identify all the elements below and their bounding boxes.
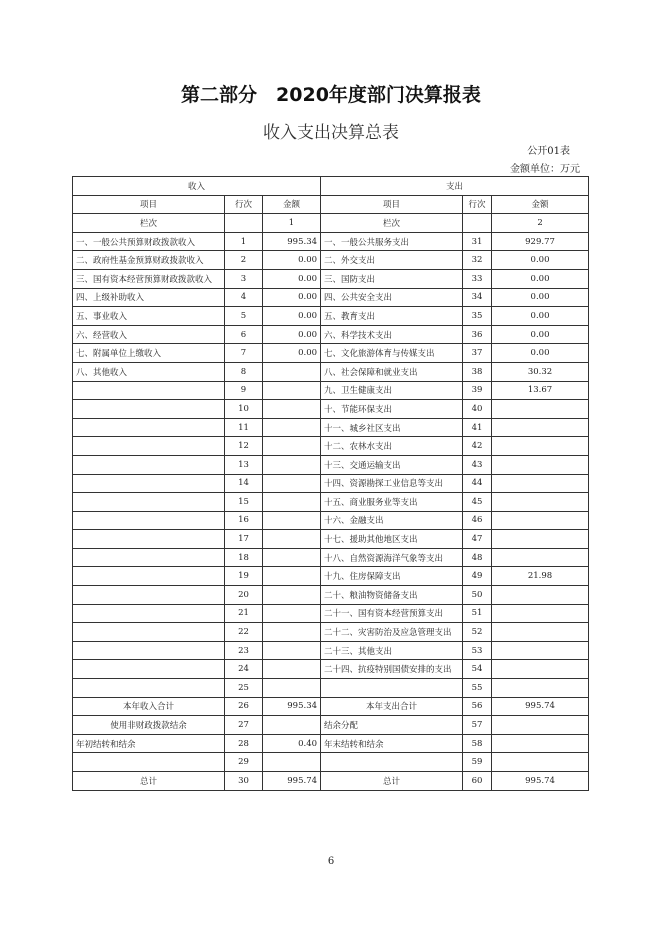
income-amount [263, 418, 321, 437]
income-line: 1 [225, 232, 263, 251]
table-row [73, 418, 589, 437]
expense-amount: 21.98 [492, 567, 589, 586]
table-row [73, 697, 589, 716]
income-line: 29 [225, 753, 263, 772]
income-item [73, 400, 225, 419]
income-item [73, 679, 225, 698]
income-amount [263, 548, 321, 567]
column-number: 2 [492, 214, 589, 233]
income-amount: 0.00 [263, 307, 321, 326]
income-item: 四、上级补助收入 [73, 288, 225, 307]
table-row [73, 753, 589, 772]
income-amount [263, 381, 321, 400]
expense-line: 51 [463, 604, 492, 623]
table-row [73, 548, 589, 567]
income-amount [263, 679, 321, 698]
expense-item: 十一、城乡社区支出 [321, 418, 463, 437]
expense-amount [492, 418, 589, 437]
expense-line: 42 [463, 437, 492, 456]
income-amount [263, 437, 321, 456]
income-amount [263, 604, 321, 623]
expense-item: 三、国防支出 [321, 269, 463, 288]
income-amount [263, 586, 321, 605]
expense-amount: 0.00 [492, 288, 589, 307]
income-amount [263, 660, 321, 679]
expense-item: 总计 [321, 772, 463, 791]
col-line: 行次 [463, 195, 492, 214]
income-amount [263, 623, 321, 642]
col-item: 项目 [73, 195, 225, 214]
income-line: 12 [225, 437, 263, 456]
expense-amount [492, 586, 589, 605]
income-line: 11 [225, 418, 263, 437]
expense-line: 55 [463, 679, 492, 698]
income-amount: 0.00 [263, 251, 321, 270]
expense-line: 39 [463, 381, 492, 400]
expense-item: 十、节能环保支出 [321, 400, 463, 419]
income-item [73, 623, 225, 642]
expense-amount: 995.74 [492, 772, 589, 791]
expense-line: 32 [463, 251, 492, 270]
expense-amount: 0.00 [492, 269, 589, 288]
expense-line: 57 [463, 716, 492, 735]
expense-item: 二、外交支出 [321, 251, 463, 270]
income-line: 19 [225, 567, 263, 586]
income-item: 三、国有资本经营预算财政拨款收入 [73, 269, 225, 288]
expense-line: 58 [463, 734, 492, 753]
income-amount: 995.74 [263, 772, 321, 791]
income-line: 5 [225, 307, 263, 326]
income-item: 八、其他收入 [73, 362, 225, 381]
table-row [73, 437, 589, 456]
income-amount [263, 641, 321, 660]
expense-line: 54 [463, 660, 492, 679]
income-item: 总计 [73, 772, 225, 791]
expense-line: 59 [463, 753, 492, 772]
expense-item: 十五、商业服务业等支出 [321, 493, 463, 512]
income-line: 25 [225, 679, 263, 698]
expense-line: 43 [463, 455, 492, 474]
expense-item: 本年支出合计 [321, 697, 463, 716]
expense-item: 二十一、国有资本经营预算支出 [321, 604, 463, 623]
expense-item: 年末结转和结余 [321, 734, 463, 753]
expense-item: 五、教育支出 [321, 307, 463, 326]
table-row [73, 325, 589, 344]
table-row [73, 623, 589, 642]
income-amount [263, 400, 321, 419]
income-amount [263, 362, 321, 381]
expense-item: 九、卫生健康支出 [321, 381, 463, 400]
income-amount: 0.00 [263, 325, 321, 344]
income-item: 使用非财政拨款结余 [73, 716, 225, 735]
income-line: 28 [225, 734, 263, 753]
table-row [73, 734, 589, 753]
income-item: 本年收入合计 [73, 697, 225, 716]
amount-unit: 金额单位：万元 [510, 164, 580, 175]
expense-amount [492, 753, 589, 772]
income-item [73, 660, 225, 679]
expense-amount: 30.32 [492, 362, 589, 381]
income-line: 26 [225, 697, 263, 716]
table-row [73, 586, 589, 605]
income-amount: 995.34 [263, 697, 321, 716]
column-label: 栏次 [73, 214, 225, 233]
income-amount: 0.00 [263, 344, 321, 363]
table-row [73, 269, 589, 288]
table-row [73, 567, 589, 586]
expense-amount: 929.77 [492, 232, 589, 251]
income-amount: 0.00 [263, 288, 321, 307]
income-amount: 0.00 [263, 269, 321, 288]
income-item [73, 586, 225, 605]
income-amount [263, 753, 321, 772]
income-amount [263, 567, 321, 586]
income-item [73, 753, 225, 772]
expense-amount: 995.74 [492, 697, 589, 716]
income-header: 收入 [73, 177, 321, 196]
expense-line: 50 [463, 586, 492, 605]
income-line: 17 [225, 530, 263, 549]
expense-amount: 13.67 [492, 381, 589, 400]
expense-line: 53 [463, 641, 492, 660]
table-row [73, 381, 589, 400]
table-row [73, 716, 589, 735]
expense-line: 48 [463, 548, 492, 567]
expense-line: 40 [463, 400, 492, 419]
income-line: 7 [225, 344, 263, 363]
income-item [73, 418, 225, 437]
income-line: 18 [225, 548, 263, 567]
expense-item: 二十、粮油物资储备支出 [321, 586, 463, 605]
income-line: 10 [225, 400, 263, 419]
table-code: 公开01表 [527, 146, 570, 157]
expense-item: 八、社会保障和就业支出 [321, 362, 463, 381]
expense-line: 41 [463, 418, 492, 437]
income-item [73, 567, 225, 586]
expense-item: 十四、资源勘探工业信息等支出 [321, 474, 463, 493]
expense-amount [492, 641, 589, 660]
income-expense-table [72, 176, 589, 791]
income-amount [263, 493, 321, 512]
expense-item: 十七、援助其他地区支出 [321, 530, 463, 549]
expense-item: 十八、自然资源海洋气象等支出 [321, 548, 463, 567]
table-row [73, 511, 589, 530]
expense-item: 二十四、抗疫特别国债安排的支出 [321, 660, 463, 679]
income-line: 8 [225, 362, 263, 381]
income-amount: 995.34 [263, 232, 321, 251]
income-line: 20 [225, 586, 263, 605]
table-row [73, 288, 589, 307]
expense-item: 二十三、其他支出 [321, 641, 463, 660]
header-row-sections [73, 177, 589, 196]
income-line: 15 [225, 493, 263, 512]
table-row [73, 641, 589, 660]
income-line: 14 [225, 474, 263, 493]
expense-line: 60 [463, 772, 492, 791]
expense-amount [492, 734, 589, 753]
income-item: 一、一般公共预算财政拨款收入 [73, 232, 225, 251]
expense-item: 四、公共安全支出 [321, 288, 463, 307]
income-line: 27 [225, 716, 263, 735]
page-number: 6 [327, 856, 335, 867]
income-line: 6 [225, 325, 263, 344]
expense-amount [492, 660, 589, 679]
table-row [73, 307, 589, 326]
expense-amount [492, 623, 589, 642]
expense-amount [492, 511, 589, 530]
table-row [73, 493, 589, 512]
income-item: 五、事业收入 [73, 307, 225, 326]
expense-amount: 0.00 [492, 325, 589, 344]
expense-line: 31 [463, 232, 492, 251]
income-line: 23 [225, 641, 263, 660]
table-row [73, 232, 589, 251]
expense-line: 33 [463, 269, 492, 288]
expense-amount: 0.00 [492, 307, 589, 326]
income-amount [263, 530, 321, 549]
income-line: 30 [225, 772, 263, 791]
expense-amount: 0.00 [492, 344, 589, 363]
expense-amount: 0.00 [492, 251, 589, 270]
income-line: 24 [225, 660, 263, 679]
income-line: 21 [225, 604, 263, 623]
expense-amount [492, 530, 589, 549]
col-item: 项目 [321, 195, 463, 214]
expense-line: 47 [463, 530, 492, 549]
income-item [73, 493, 225, 512]
income-item [73, 381, 225, 400]
income-item [73, 455, 225, 474]
expense-line: 37 [463, 344, 492, 363]
expense-item [321, 753, 463, 772]
income-item [73, 474, 225, 493]
table-row [73, 604, 589, 623]
col-amount: 金额 [492, 195, 589, 214]
expense-item [321, 679, 463, 698]
expense-item: 一、一般公共服务支出 [321, 232, 463, 251]
income-line: 13 [225, 455, 263, 474]
expense-line: 46 [463, 511, 492, 530]
income-line: 9 [225, 381, 263, 400]
expense-line: 52 [463, 623, 492, 642]
expense-line: 49 [463, 567, 492, 586]
expense-amount [492, 548, 589, 567]
expense-item: 七、文化旅游体育与传媒支出 [321, 344, 463, 363]
income-item: 七、附属单位上缴收入 [73, 344, 225, 363]
income-item [73, 641, 225, 660]
income-amount [263, 716, 321, 735]
expense-item: 二十二、灾害防治及应急管理支出 [321, 623, 463, 642]
table-title: 收入支出决算总表 [263, 123, 399, 143]
table-row [73, 400, 589, 419]
income-item: 二、政府性基金预算财政拨款收入 [73, 251, 225, 270]
table-row [73, 679, 589, 698]
table-row [73, 530, 589, 549]
expense-line: 44 [463, 474, 492, 493]
income-line: 3 [225, 269, 263, 288]
expense-item: 六、科学技术支出 [321, 325, 463, 344]
income-item [73, 511, 225, 530]
table-row [73, 455, 589, 474]
expense-amount [492, 604, 589, 623]
income-item: 六、经营收入 [73, 325, 225, 344]
expense-amount [492, 716, 589, 735]
income-line: 16 [225, 511, 263, 530]
expense-line: 36 [463, 325, 492, 344]
expense-item: 十九、住房保障支出 [321, 567, 463, 586]
income-amount [263, 511, 321, 530]
income-line: 4 [225, 288, 263, 307]
income-item: 年初结转和结余 [73, 734, 225, 753]
income-item [73, 437, 225, 456]
page-title: 第二部分 2020年度部门决算报表 [181, 84, 481, 106]
expense-amount [492, 679, 589, 698]
income-amount [263, 474, 321, 493]
table-row [73, 362, 589, 381]
income-amount [263, 455, 321, 474]
expense-line: 35 [463, 307, 492, 326]
income-item [73, 530, 225, 549]
column-label: 栏次 [321, 214, 463, 233]
table-row [73, 344, 589, 363]
income-line: 22 [225, 623, 263, 642]
expense-amount [492, 474, 589, 493]
expense-amount [492, 493, 589, 512]
expense-line: 38 [463, 362, 492, 381]
income-item [73, 604, 225, 623]
expense-amount [492, 400, 589, 419]
col-line: 行次 [225, 195, 263, 214]
income-line: 2 [225, 251, 263, 270]
income-amount: 0.40 [263, 734, 321, 753]
expense-item: 十二、农林水支出 [321, 437, 463, 456]
table-row [73, 772, 589, 791]
column-number: 1 [263, 214, 321, 233]
expense-line: 34 [463, 288, 492, 307]
expense-item: 结余分配 [321, 716, 463, 735]
table-row [73, 660, 589, 679]
expense-amount [492, 455, 589, 474]
expense-header: 支出 [321, 177, 589, 196]
income-item [73, 548, 225, 567]
expense-line: 56 [463, 697, 492, 716]
header-row-columns [73, 195, 589, 214]
col-amount: 金额 [263, 195, 321, 214]
header-row-column-numbers [73, 214, 589, 233]
table-row [73, 474, 589, 493]
expense-item: 十三、交通运输支出 [321, 455, 463, 474]
table-row [73, 251, 589, 270]
expense-amount [492, 437, 589, 456]
expense-item: 十六、金融支出 [321, 511, 463, 530]
expense-line: 45 [463, 493, 492, 512]
